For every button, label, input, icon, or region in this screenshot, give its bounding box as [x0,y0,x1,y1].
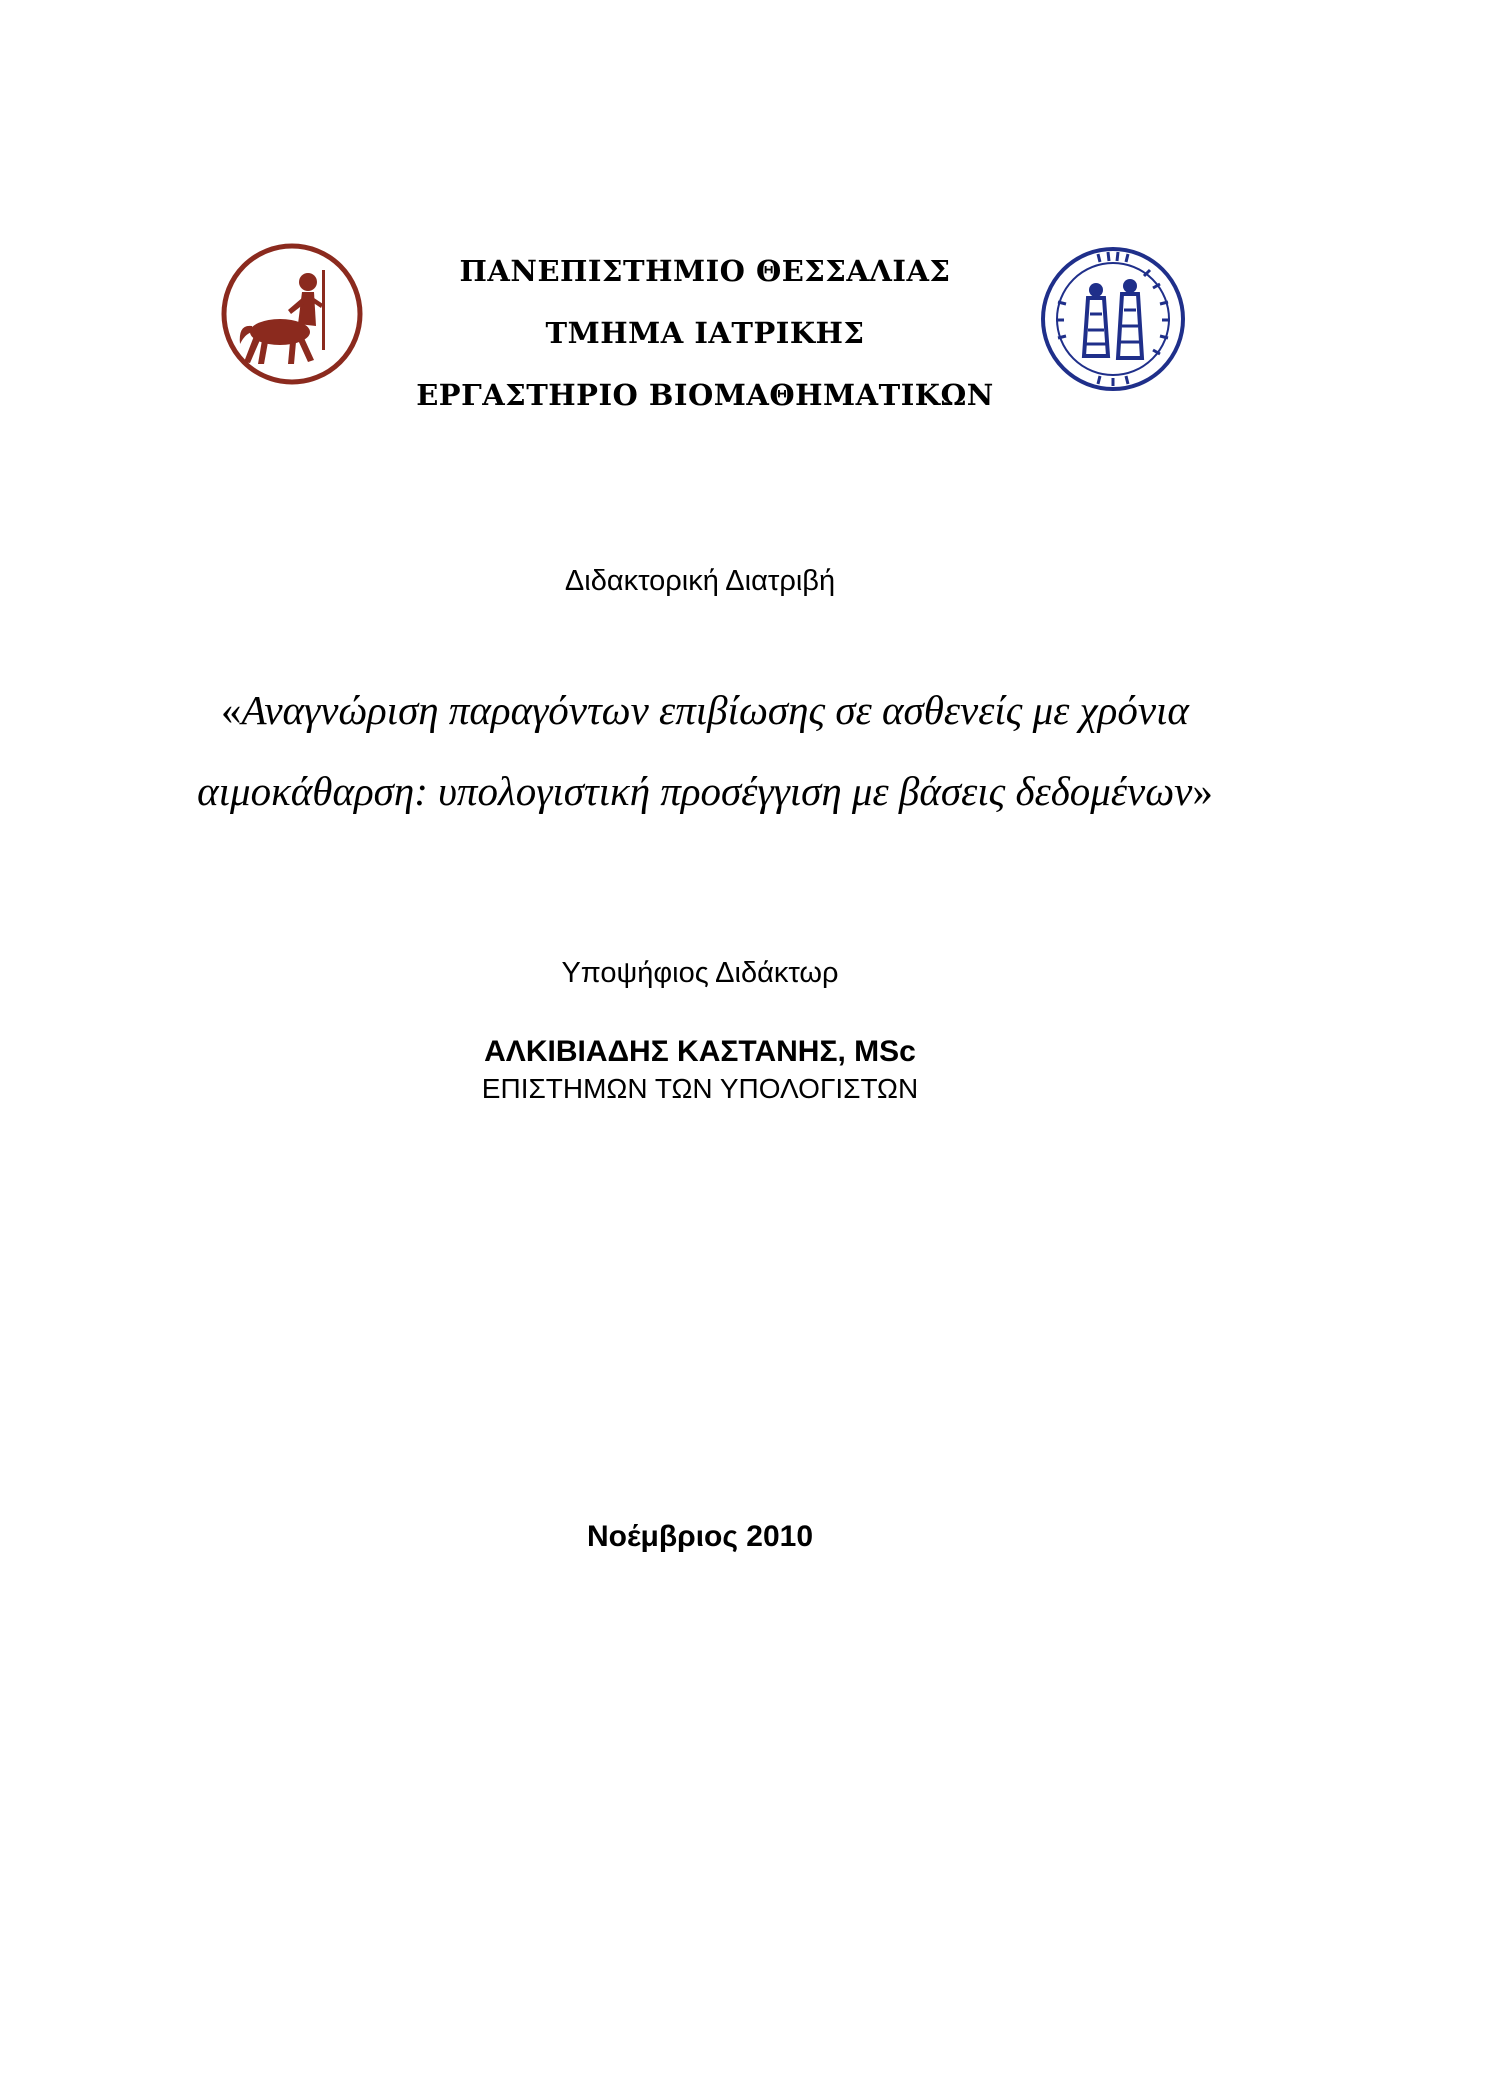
thesis-title-line-1 [100,670,1310,751]
university-name: ΠΑΝΕΠΙΣΤΗΜΙΟ ΘΕΣΣΑΛΙΑΣ [459,254,951,288]
candidate-name: ΑΛΚΙΒΙΑΔΗΣ ΚΑΣΤΑΝΗΣ, MSc [484,1035,916,1068]
laboratory-name: ΕΡΓΑΣΤΗΡΙΟ ΒΙΟΜΑΘΗΜΑΤΙΚΩΝ [416,378,994,412]
title-line-2-text: αιμοκάθαρση: υπολογιστική προσέγγιση με βάσεις δεδομένων [197,768,1193,814]
candidate-label: Υποψήφιος Διδάκτωρ [561,957,839,989]
document-type: Διδακτορική Διατριβή [564,565,836,597]
thesis-title-line-2 [100,751,1310,832]
close-quote: » [1192,768,1213,814]
open-quote: « [221,687,242,733]
thesis-title [100,670,1310,832]
title-line-1-text: Αναγνώριση παραγόντων επιβίωσης σε ασθενείς με χρόνια [241,687,1189,733]
submission-date: Νοέμβριος 2010 [586,1520,814,1553]
institution-header [360,240,1050,426]
goddesses-seal-icon [1038,244,1188,394]
centaur-seal-icon [218,240,366,388]
department-name: ΤΜΗΜΑ ΙΑΤΡΙΚΗΣ [545,316,865,350]
candidate-field: ΕΠΙΣΤΗΜΩΝ ΤΩΝ ΥΠΟΛΟΓΙΣΤΩΝ [481,1073,919,1104]
